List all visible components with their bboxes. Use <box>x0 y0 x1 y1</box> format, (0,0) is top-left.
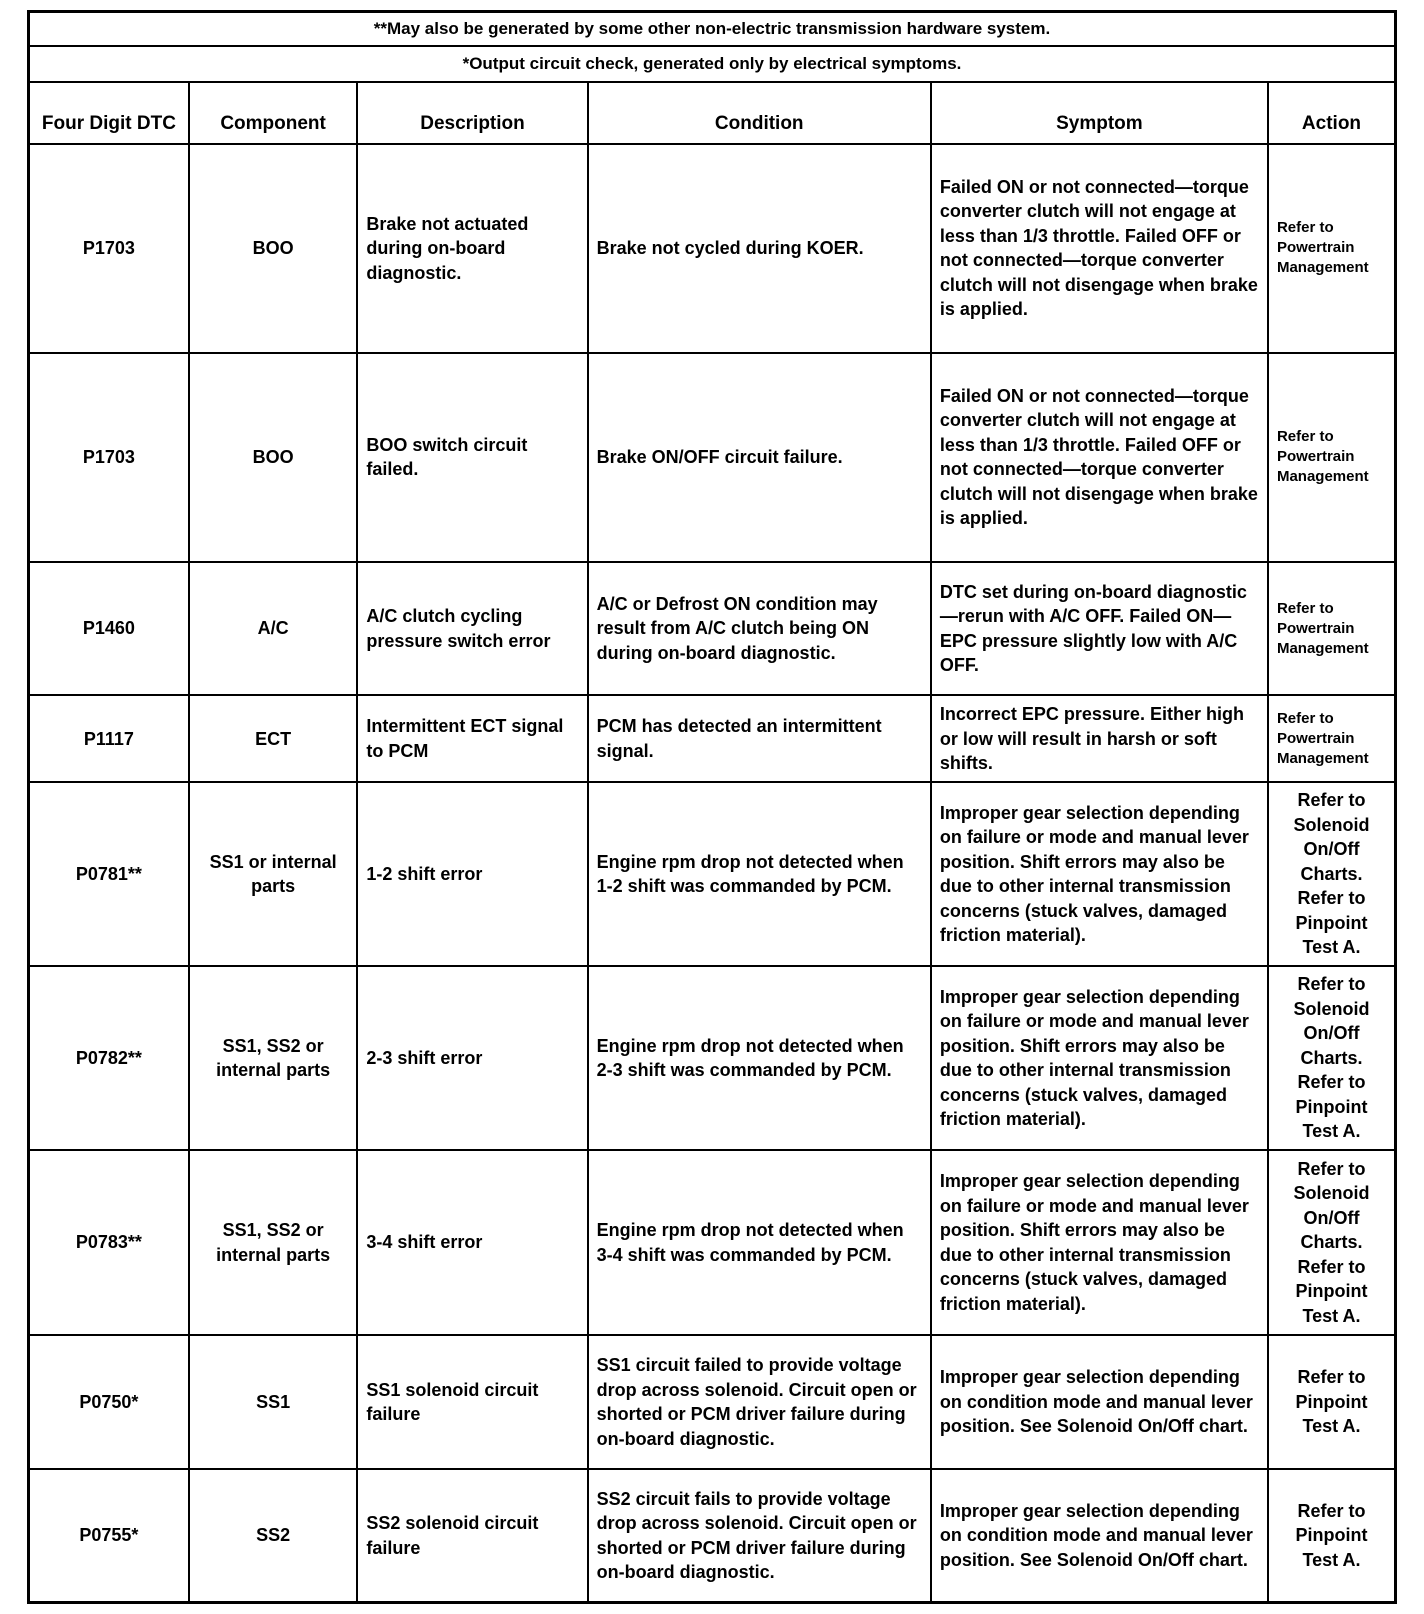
header-row <box>29 82 1396 144</box>
table-row <box>29 1469 1396 1602</box>
symptom: Incorrect EPC pressure. Either high or low will result in harsh or soft shifts. <box>931 695 1268 782</box>
action: Refer to Powertrain Management <box>1268 562 1396 695</box>
symptom: Improper gear selection depending on condition mode and manual lever position. See Solenoid On/Off chart. <box>931 1335 1268 1469</box>
description: SS2 solenoid circuit failure <box>357 1469 587 1602</box>
header-symptom: Symptom <box>931 82 1268 144</box>
action: Refer to Pinpoint Test A. <box>1268 1469 1396 1602</box>
component: BOO <box>189 144 358 353</box>
dtc-code: P0750* <box>29 1335 189 1469</box>
condition: PCM has detected an intermittent signal. <box>588 695 931 782</box>
description: Brake not actuated during on-board diagnostic. <box>357 144 587 353</box>
description: A/C clutch cycling pressure switch error <box>357 562 587 695</box>
condition: A/C or Defrost ON condition may result from A/C clutch being ON during on-board diagnostic. <box>588 562 931 695</box>
condition: Engine rpm drop not detected when 1-2 shift was commanded by PCM. <box>588 782 931 965</box>
condition: Brake ON/OFF circuit failure. <box>588 353 931 562</box>
component: SS1, SS2 or internal parts <box>189 966 358 1151</box>
action: Refer to Solenoid On/Off Charts. Refer to Pinpoint Test A. <box>1268 782 1396 965</box>
description: 3-4 shift error <box>357 1150 587 1335</box>
description: 2-3 shift error <box>357 966 587 1151</box>
table-row <box>29 562 1396 695</box>
dtc-table-page <box>27 10 1397 1604</box>
description: SS1 solenoid circuit failure <box>357 1335 587 1469</box>
symptom: Improper gear selection depending on failure or mode and manual lever position. Shift errors may also be due to other internal transmission concerns (stuck valves, damaged friction material). <box>931 1150 1268 1335</box>
symptom: Failed ON or not connected—torque converter clutch will not engage at less than 1/3 throttle. Failed OFF or not connected—torque converter clutch will not disengage when brake is applied. <box>931 144 1268 353</box>
table-row <box>29 353 1396 562</box>
condition: SS2 circuit fails to provide voltage drop across solenoid. Circuit open or shorted or PCM driver failure during on-board diagnostic. <box>588 1469 931 1602</box>
dtc-code: P1703 <box>29 353 189 562</box>
condition: SS1 circuit failed to provide voltage drop across solenoid. Circuit open or shorted or PCM driver failure during on-board diagnostic. <box>588 1335 931 1469</box>
condition: Engine rpm drop not detected when 3-4 shift was commanded by PCM. <box>588 1150 931 1335</box>
component: BOO <box>189 353 358 562</box>
dtc-code: P0781** <box>29 782 189 965</box>
table-row <box>29 1335 1396 1469</box>
description: 1-2 shift error <box>357 782 587 965</box>
component: SS1 or internal parts <box>189 782 358 965</box>
symptom: Improper gear selection depending on condition mode and manual lever position. See Solenoid On/Off chart. <box>931 1469 1268 1602</box>
action: Refer to Solenoid On/Off Charts. Refer to Pinpoint Test A. <box>1268 1150 1396 1335</box>
dtc-code: P1117 <box>29 695 189 782</box>
component: SS1, SS2 or internal parts <box>189 1150 358 1335</box>
component: ECT <box>189 695 358 782</box>
table-row <box>29 144 1396 353</box>
symptom: Improper gear selection depending on failure or mode and manual lever position. Shift errors may also be due to other internal transmission concerns (stuck valves, damaged friction material). <box>931 782 1268 965</box>
action: Refer to Powertrain Management <box>1268 353 1396 562</box>
condition: Engine rpm drop not detected when 2-3 shift was commanded by PCM. <box>588 966 931 1151</box>
symptom: Improper gear selection depending on failure or mode and manual lever position. Shift errors may also be due to other internal transmission concerns (stuck valves, damaged friction material). <box>931 966 1268 1151</box>
table-row <box>29 782 1396 965</box>
header-description: Description <box>357 82 587 144</box>
dtc-code: P0755* <box>29 1469 189 1602</box>
header-component: Component <box>189 82 358 144</box>
component: SS2 <box>189 1469 358 1602</box>
dtc-table <box>27 10 1397 1604</box>
dtc-code: P1703 <box>29 144 189 353</box>
footnote-single-asterisk: *Output circuit check, generated only by electrical symptoms. <box>29 46 1396 82</box>
dtc-code: P0782** <box>29 966 189 1151</box>
table-row <box>29 695 1396 782</box>
table-row <box>29 1150 1396 1335</box>
symptom: Failed ON or not connected—torque converter clutch will not engage at less than 1/3 throttle. Failed OFF or not connected—torque converter clutch will not disengage when brake is applied. <box>931 353 1268 562</box>
dtc-code: P0783** <box>29 1150 189 1335</box>
dtc-code: P1460 <box>29 562 189 695</box>
condition: Brake not cycled during KOER. <box>588 144 931 353</box>
action: Refer to Solenoid On/Off Charts. Refer to Pinpoint Test A. <box>1268 966 1396 1151</box>
symptom: DTC set during on-board diagnostic—rerun with A/C OFF. Failed ON—EPC pressure slightly low with A/C OFF. <box>931 562 1268 695</box>
description: BOO switch circuit failed. <box>357 353 587 562</box>
header-action: Action <box>1268 82 1396 144</box>
action: Refer to Powertrain Management <box>1268 695 1396 782</box>
component: A/C <box>189 562 358 695</box>
description: Intermittent ECT signal to PCM <box>357 695 587 782</box>
header-condition: Condition <box>588 82 931 144</box>
footnote-double-asterisk: **May also be generated by some other non-electric transmission hardware system. <box>29 12 1396 47</box>
action: Refer to Pinpoint Test A. <box>1268 1335 1396 1469</box>
component: SS1 <box>189 1335 358 1469</box>
header-dtc: Four Digit DTC <box>29 82 189 144</box>
action: Refer to Powertrain Management <box>1268 144 1396 353</box>
table-row <box>29 966 1396 1151</box>
